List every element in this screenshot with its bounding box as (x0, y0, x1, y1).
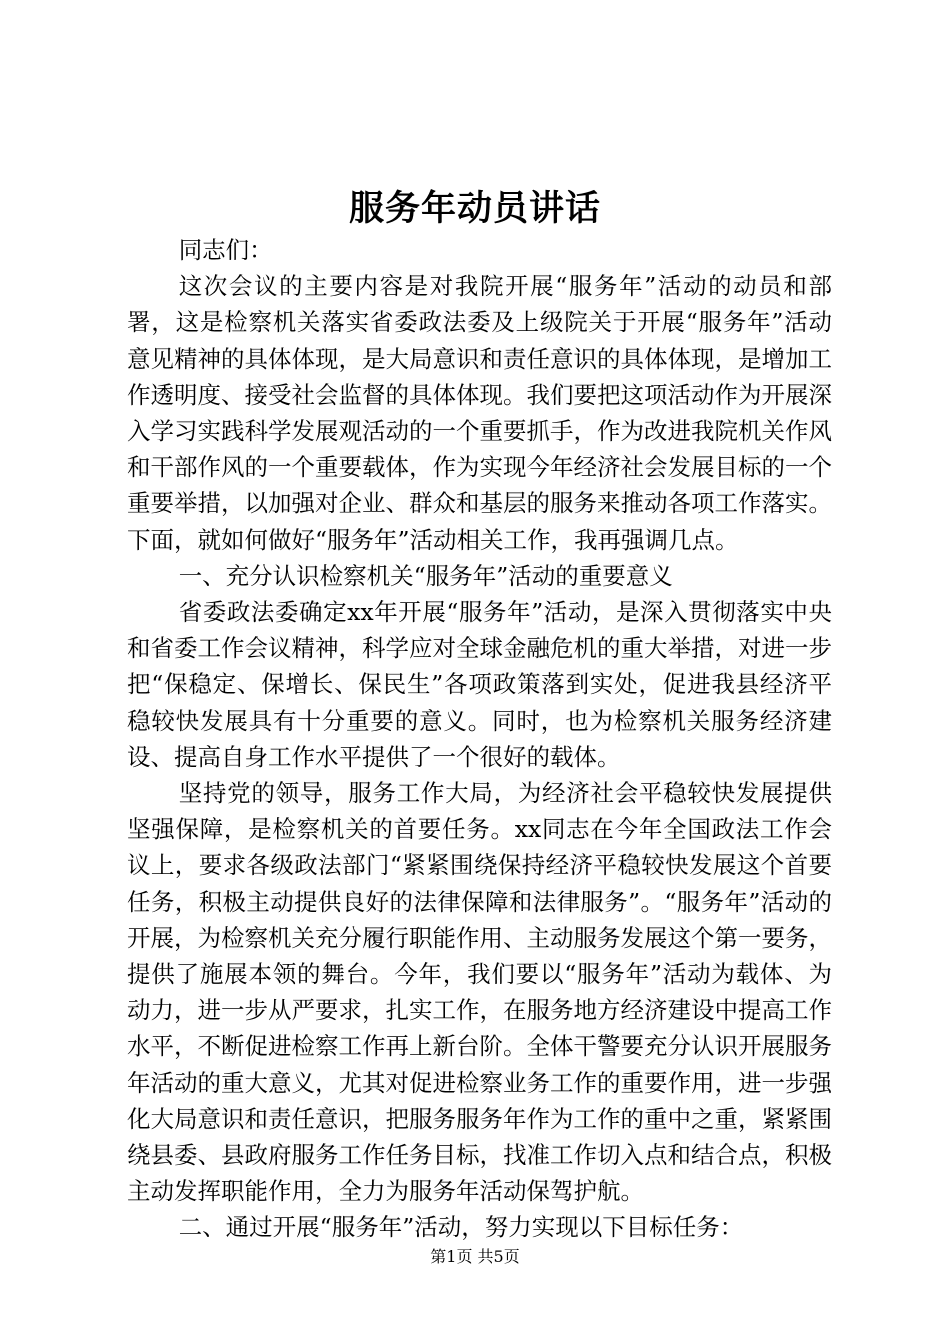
salutation: 同志们： (178, 236, 273, 264)
paragraph-leadership: 坚持党的领导，服务工作大局，为经济社会平稳较快发展提供坚强保障，是检察机关的首要任务。xx同志在今年全国政法工作会议上，要求各级政法部门“紧紧围绕保持经济平稳较快发展这个首要任务，积极主动提供良好的法律保障和法律服务”。“服务年”活动的开展，为检察机关充分履行职能作用、主动服务发展这个第一要务，提供了施展本领的舞台。今年，我们要以“服务年”活动为载体、为动力，进一步从严要求，扎实工作，在服务地方经济建设中提高工作水平，不断促进检察工作再上新台阶。全体干警要充分认识开展服务年活动的重大意义，尤其对促进检察业务工作的重要作用，进一步强化大局意识和责任意识，把服务服务年作为工作的重中之重，紧紧围绕县委、县政府服务工作任务目标，找准工作切入点和结合点，积极主动发挥职能作用，全力为服务年活动保驾护航。 (127, 779, 832, 1206)
paragraph-intro: 这次会议的主要内容是对我院开展“服务年”活动的动员和部署，这是检察机关落实省委政法委及上级院关于开展“服务年”活动意见精神的具体体现，是大局意识和责任意识的具体体现，是增加工作透明度、接受社会监督的具体体现。我们要把这项活动作为开展深入学习实践科学发展观活动的一个重要抓手，作为改进我院机关作风和干部作风的一个重要载体，作为实现今年经济社会发展目标的一个重要举措，以加强对企业、群众和基层的服务来推动各项工作落实。下面，就如何做好“服务年”活动相关工作，我再强调几点。 (127, 272, 832, 554)
section-heading-2: 二、通过开展“服务年”活动，努力实现以下目标任务： (178, 1213, 744, 1242)
page-footer: 第1页 共5页 (430, 1247, 520, 1266)
document-title: 服务年动员讲话 (348, 188, 601, 229)
paragraph-significance: 省委政法委确定xx年开展“服务年”活动，是深入贯彻落实中央和省委工作会议精神，科学应对全球金融危机的重大举措，对进一步把“保稳定、保增长、保民生”各项政策落到实处，促进我县经济平稳较快发展具有十分重要的意义。同时，也为检察机关服务经济建设、提高自身工作水平提供了一个很好的载体。 (127, 598, 832, 771)
section-heading-1: 一、充分认识检察机关“服务年”活动的重要意义 (178, 561, 673, 590)
document-body (127, 232, 832, 1246)
